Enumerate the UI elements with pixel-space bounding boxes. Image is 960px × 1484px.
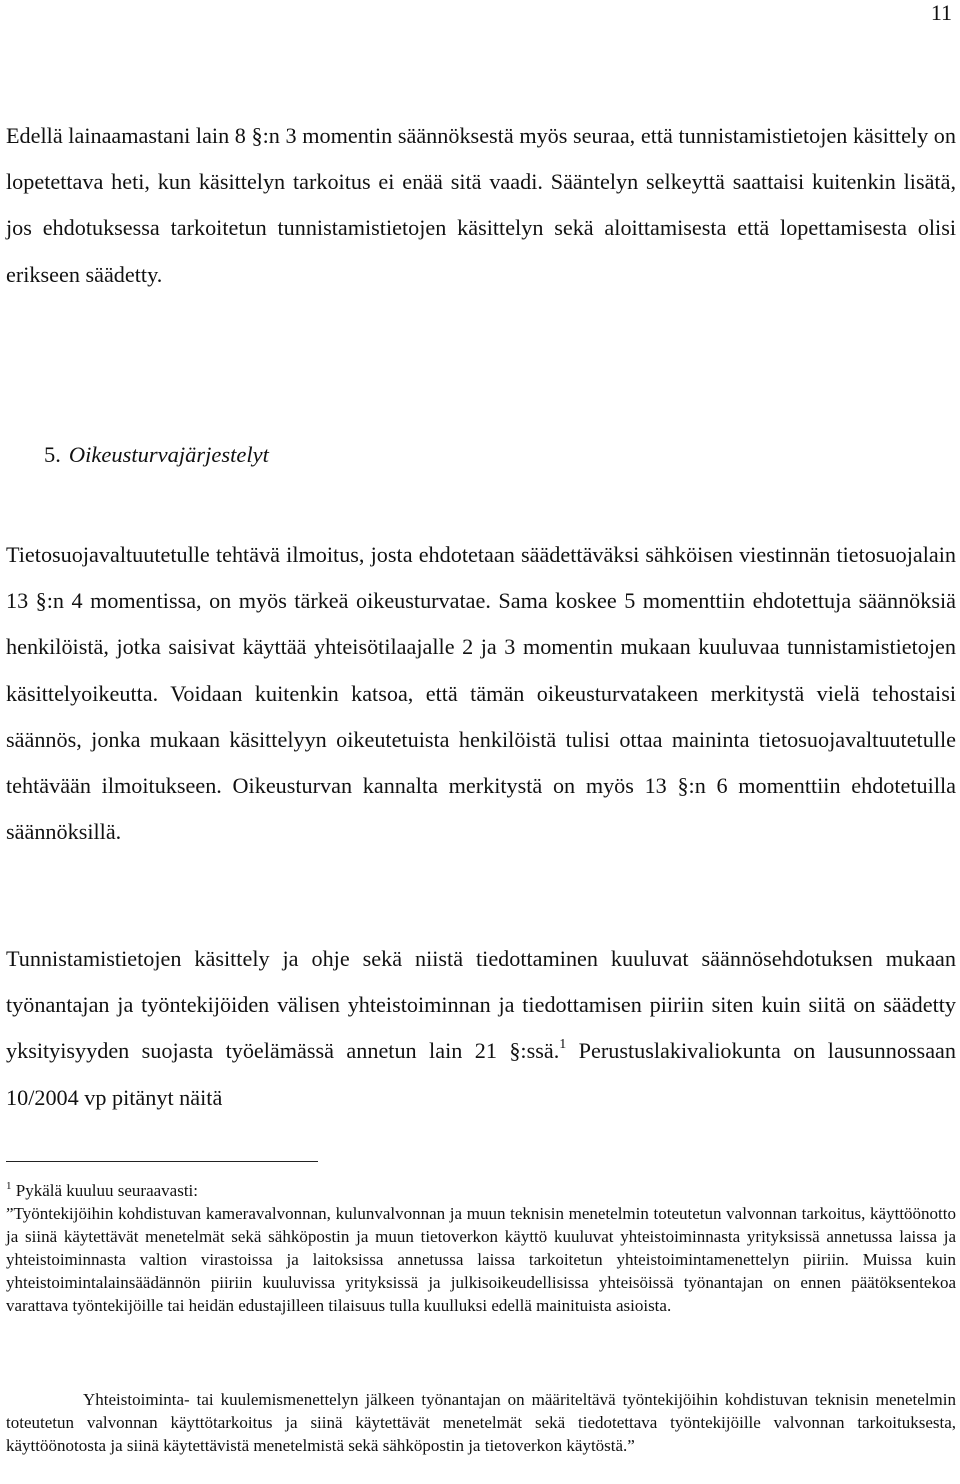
footnote-quote-1: ”Työntekijöihin kohdistuvan kameravalvonnan, kulunvalvonnan ja muun teknisin menetelmin toteutetun valvonnan tarkoitus, käyttöönotto ja siinä käytettävät menetelmät sekä sähköpostin ja muun tietoverkon käyttö kuuluvat yhteistoiminnasta yrityksissä annetussa laissa ja yhteistoiminnasta valtion virastoissa ja laitoksissa annetussa laissa tarkoitetun yhteistoimintamenettelyn piiriin. Muissa kuin yhteistoimintalainsäädännön piiriin kuuluvissa yrityksissä ja julkisoikeudellisissa yhteisöissä työnantajan on ennen päätöksentekoa varattava työntekijöille tai heidän edustajilleen tilaisuus tulla kuulluksi edellä mainituista asioista. bbox=[6, 1204, 956, 1316]
paragraph-3-continuation: Perustuslakivaliokunta on lausunnossaan 10/2004 vp pitänyt näitä bbox=[6, 1038, 956, 1110]
footnote-intro: Pykälä kuuluu seuraavasti: bbox=[11, 1181, 198, 1200]
body-paragraph-3 bbox=[6, 936, 956, 1121]
section-title: Oikeusturvajärjestelyt bbox=[68, 442, 269, 467]
body-paragraph-1: Edellä lainaamastani lain 8 §:n 3 momentin säännöksestä myös seuraa, että tunnistamistietojen käsittely on lopetettava heti, kun käsittelyn tarkoitus ei enää sitä vaadi. Sääntelyn selkeyttä saattaisi kuitenkin lisätä, jos ehdotuksessa tarkoitetun tunnistamistietojen käsittelyn sekä aloittamisesta että lopettamisesta olisi erikseen säädetty. bbox=[6, 123, 956, 287]
footnote-divider bbox=[6, 1161, 318, 1162]
footnote-reference: 1 bbox=[559, 1037, 567, 1053]
body-paragraph-2: Tietosuojavaltuutetulle tehtävä ilmoitus, josta ehdotetaan säädettäväksi sähköisen viestinnän tietosuojalain 13 §:n 4 momentissa, on myös tärkeä oikeusturvatae. Sama koskee 5 momenttiin ehdotettuja säännöksiä henkilöistä, jotka saisivat käyttää yhteisötilaajalle 2 ja 3 momentin mukaan kuuluvaa tunnistamistietojen käsittelyoikeutta. Voidaan kuitenkin katsoa, että tämän oikeusturvatakeen merkitystä vielä tehostaisi säännös, jonka mukaan käsittelyyn oikeutetuista henkilöistä tulisi ottaa maininta tietosuojavaltuutetulle tehtävään ilmoitukseen. Oikeusturvan kannalta merkitystä on myös 13 §:n 6 momenttiin ehdotetuilla säännöksillä. bbox=[6, 542, 956, 845]
page-number: 11 bbox=[930, 0, 952, 25]
footnote-marker: 1 bbox=[6, 1180, 12, 1192]
footnote-1 bbox=[6, 1179, 956, 1318]
section-heading bbox=[44, 438, 269, 472]
section-number: 5. bbox=[44, 442, 61, 467]
paragraph-3-text: Tunnistamistietojen käsittely ja ohje sekä niistä tiedottaminen kuuluvat säännösehdotuksen mukaan työnantajan ja työntekijöiden välisen yhteistoiminnan ja tiedottamisen piiriin siten kuin siitä on säädetty yksityisyyden suojasta työelämässä annetun lain 21 §:ssä. bbox=[6, 946, 956, 1064]
footnote-quote-2: Yhteistoiminta- tai kuulemismenettelyn jälkeen työnantajan on määriteltävä työntekijöihin kohdistuvan teknisin menetelmin toteutetun valvonnan käyttötarkoitus ja siinä käytettävät menetelmät sekä tiedotettava työntekijöille valvonnan tarkoituksesta, käyttöönotosta ja siinä käytettävistä menetelmistä sekä sähköpostin ja tietoverkon käytöstä.” bbox=[6, 1390, 956, 1456]
